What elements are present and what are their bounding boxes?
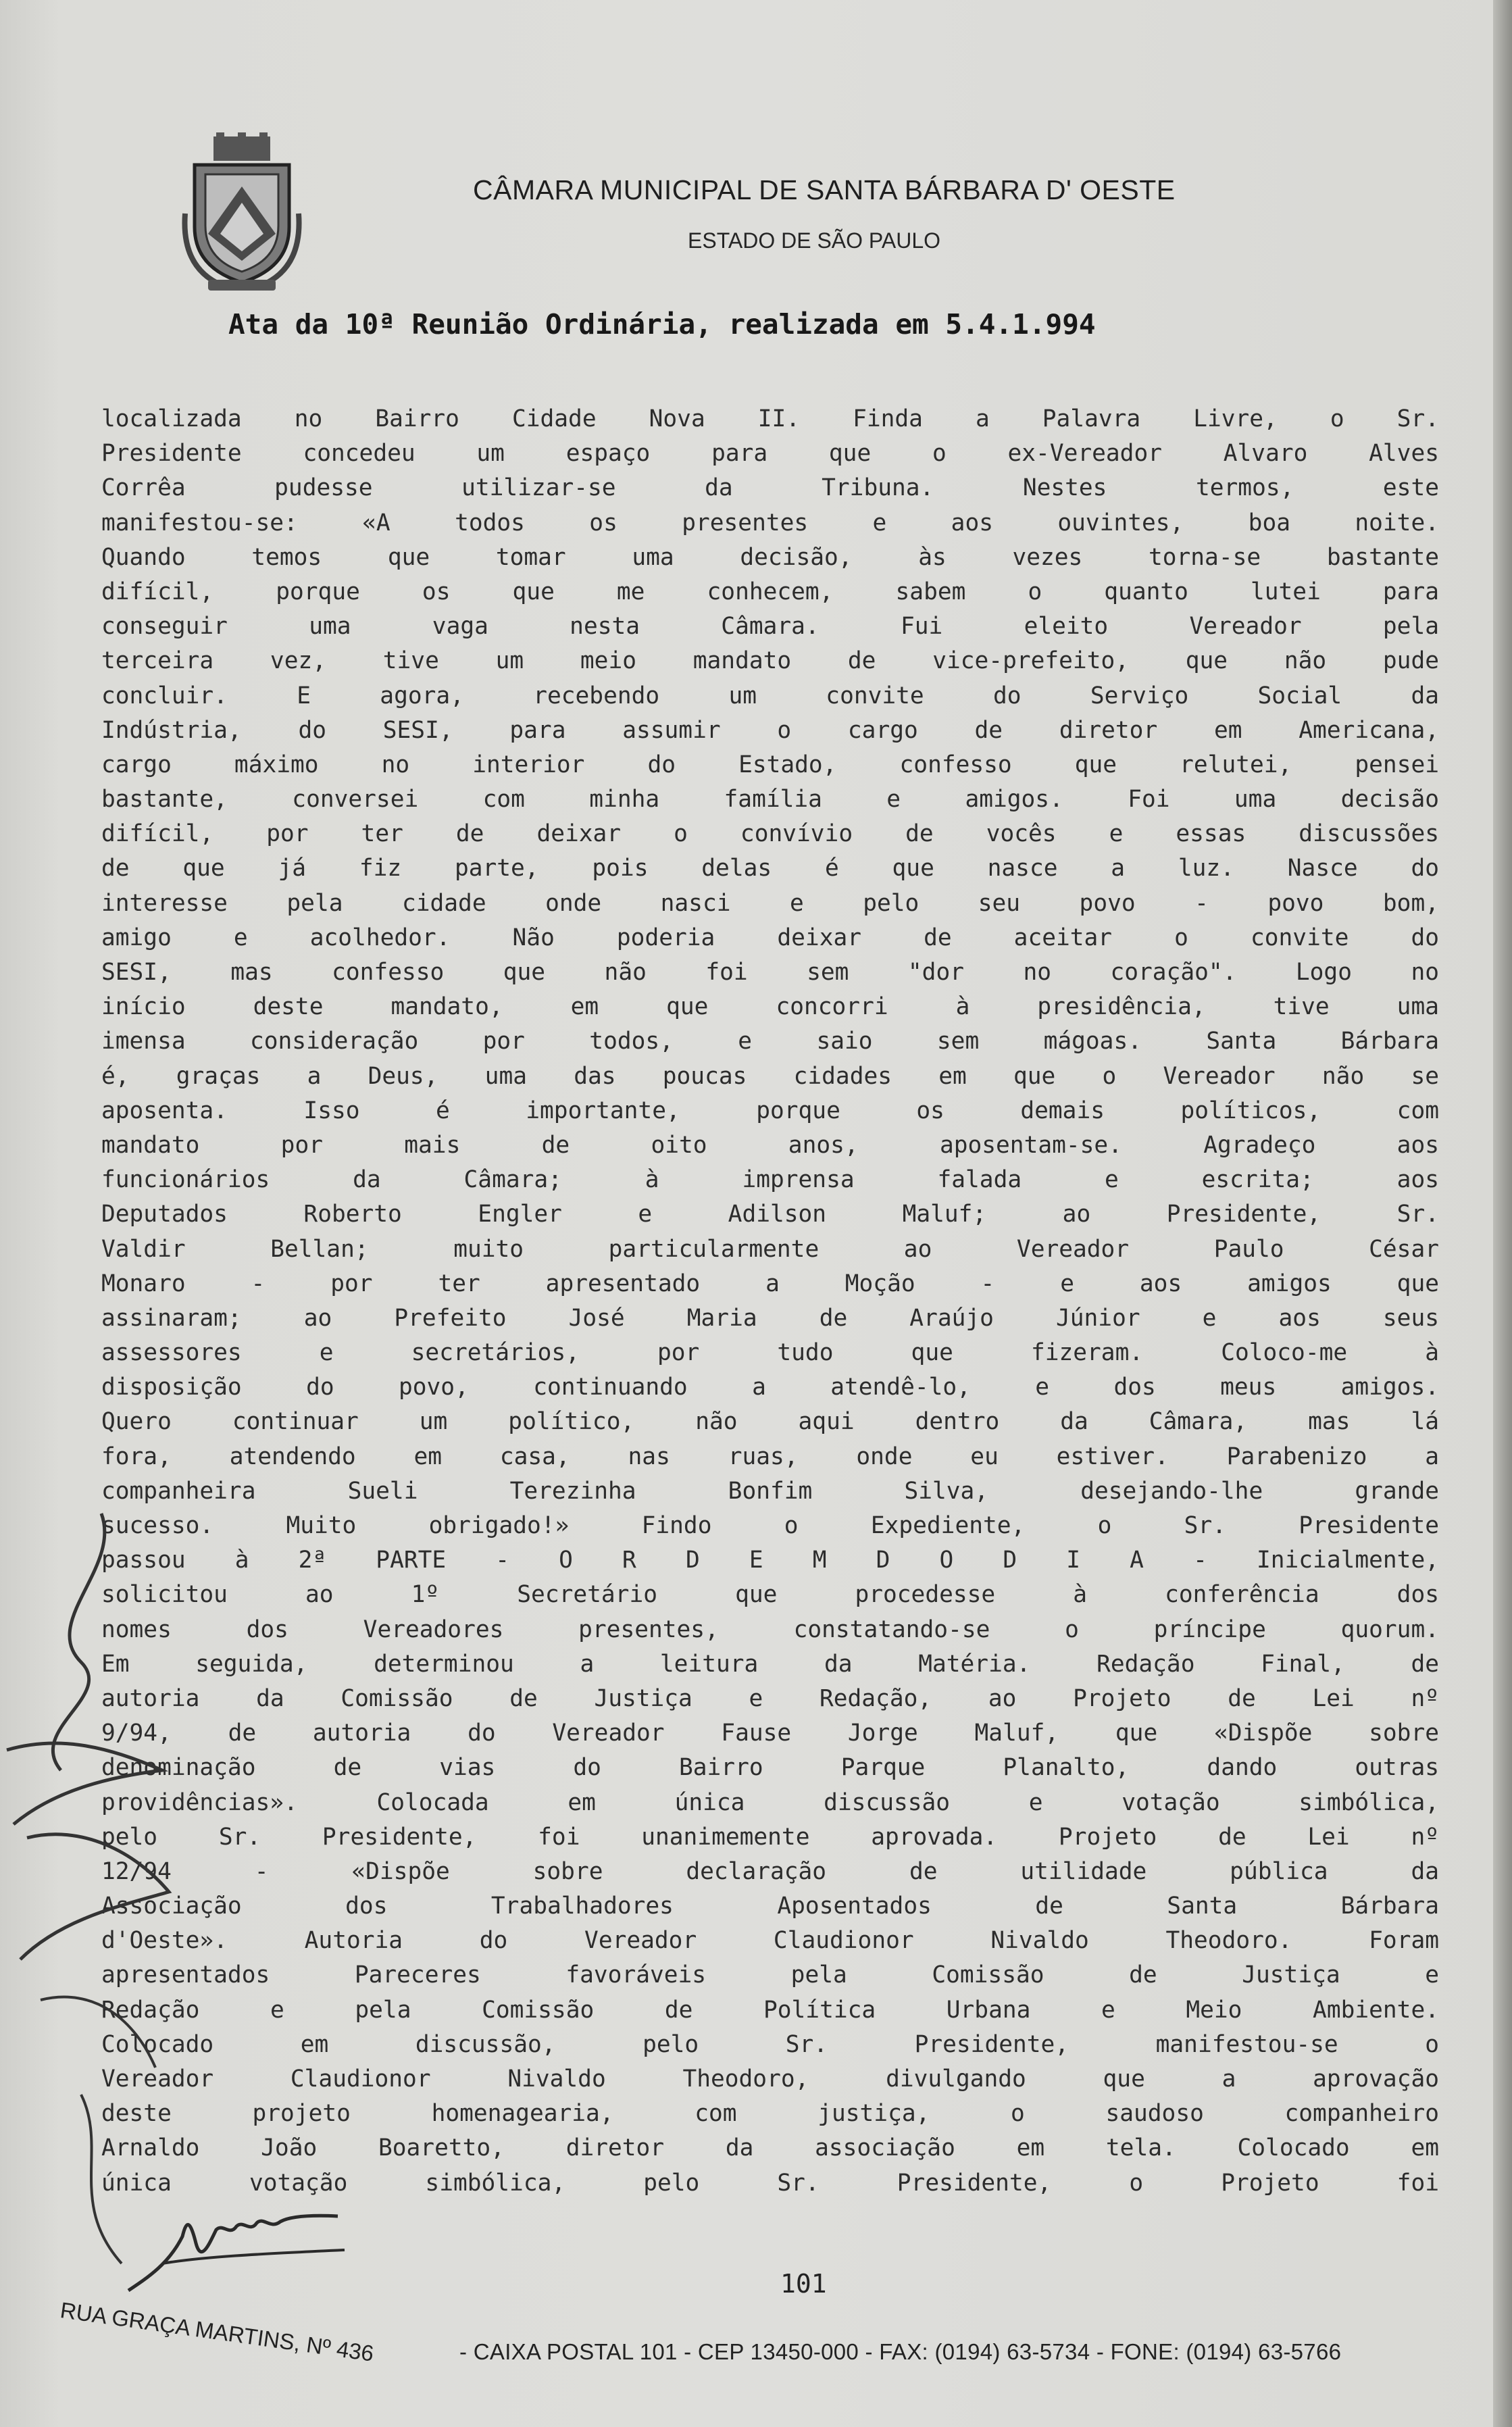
text-line: disposição do povo, continuando a atendê-lo, e dos meus amigos.	[101, 1374, 1439, 1401]
text-line: Em seguida, determinou a leitura da Matéria. Redação Final, de	[101, 1650, 1439, 1678]
footer-address: RUA GRAÇA MARTINS, Nº 436	[58, 2297, 376, 2366]
text-line: Valdir Bellan; muito particularmente ao Vereador Paulo César	[101, 1235, 1439, 1263]
text-line: assinaram; ao Prefeito José Maria de Araújo Júnior e aos seus	[101, 1304, 1439, 1332]
text-line: terceira vez, tive um meio mandato de vice-prefeito, que não pude	[101, 647, 1439, 675]
text-line: concluir. E agora, recebendo um convite do Serviço Social da	[101, 682, 1439, 709]
text-line: companheira Sueli Terezinha Bonfim Silva, desejando-lhe grande	[101, 1477, 1439, 1505]
text-line: bastante, conversei com minha família e amigos. Foi uma decisão	[101, 786, 1439, 814]
text-line: d'Oeste». Autoria do Vereador Claudionor Nivaldo Theodoro. Foram	[101, 1927, 1439, 1955]
text-line: fora, atendendo em casa, nas ruas, onde eu estiver. Parabenizo a	[101, 1443, 1439, 1470]
text-line: Deputados Roberto Engler e Adilson Maluf; ao Presidente, Sr.	[101, 1201, 1439, 1228]
text-line: assessores e secretários, por tudo que fizeram. Coloco-me à	[101, 1339, 1439, 1367]
text-line: Corrêa pudesse utilizar-se da Tribuna. Nestes termos, este	[101, 474, 1439, 502]
municipal-coat-of-arms-icon	[181, 132, 303, 295]
text-line: Monaro - por ter apresentado a Moção - e aos amigos que	[101, 1270, 1439, 1297]
text-line: Vereador Claudionor Nivaldo Theodoro, divulgando que a aprovação	[101, 2066, 1439, 2093]
text-line: autoria da Comissão de Justiça e Redação, ao Projeto de Lei nº	[101, 1684, 1439, 1712]
text-line: Presidente concedeu um espaço para que o ex-Vereador Alvaro Alves	[101, 440, 1439, 468]
minutes-heading: Ata da 10ª Reunião Ordinária, realizada em 5.4.1.994	[228, 308, 1096, 341]
text-line: conseguir uma vaga nesta Câmara. Fui eleito Vereador pela	[101, 613, 1439, 641]
text-line: é, graças a Deus, uma das poucas cidades em que o Vereador não se	[101, 1062, 1439, 1090]
text-line: início deste mandato, em que concorri à presidência, tive uma	[101, 993, 1439, 1021]
text-line: denominação de vias do Bairro Parque Planalto, dando outras	[101, 1754, 1439, 1782]
footer-contacts: - CAIXA POSTAL 101 - CEP 13450-000 - FAX: (0194) 63-5734 - FONE: (0194) 63-5766	[459, 2339, 1342, 2364]
text-line: Indústria, do SESI, para assumir o cargo de diretor em Americana,	[101, 716, 1439, 744]
text-line: de que já fiz parte, pois delas é que nasce a luz. Nasce do	[101, 855, 1439, 882]
text-line: mandato por mais de oito anos, aposentam-se. Agradeço aos	[101, 1131, 1439, 1159]
text-line: Quero continuar um político, não aqui dentro da Câmara, mas lá	[101, 1408, 1439, 1436]
text-line: nomes dos Vereadores presentes, constatando-se o príncipe quorum.	[101, 1616, 1439, 1643]
text-line: localizada no Bairro Cidade Nova II. Finda a Palavra Livre, o Sr.	[101, 405, 1439, 432]
text-line: cargo máximo no interior do Estado, confesso que relutei, pensei	[101, 751, 1439, 778]
text-line: Arnaldo João Boaretto, diretor da associação em tela. Colocado em	[101, 2134, 1439, 2162]
margin-signature-icon	[0, 1486, 203, 2284]
text-line: solicitou ao 1º Secretário que procedesse à conferência dos	[101, 1581, 1439, 1609]
text-line: SESI, mas confesso que não foi sem "dor no coração". Logo no	[101, 959, 1439, 986]
text-line: 9/94, de autoria do Vereador Fause Jorge Maluf, que «Dispõe sobre	[101, 1720, 1439, 1747]
text-line: difícil, porque os que me conhecem, sabem o quanto lutei para	[101, 578, 1439, 605]
text-line: deste projeto homenagearia, com justiça, o saudoso companheiro	[101, 2100, 1439, 2128]
text-line: única votação simbólica, pelo Sr. Presidente, o Projeto foi	[101, 2169, 1439, 2197]
text-line: Colocado em discussão, pelo Sr. Presidente, manifestou-se o	[101, 2030, 1439, 2058]
text-line: Redação e pela Comissão de Política Urbana e Meio Ambiente.	[101, 1996, 1439, 2024]
text-line: pelo Sr. Presidente, foi unanimemente aprovada. Projeto de Lei nº	[101, 1823, 1439, 1851]
text-line: amigo e acolhedor. Não poderia deixar de aceitar o convite do	[101, 924, 1439, 951]
page-number: 101	[780, 2269, 827, 2299]
text-line: 12/94 - «Dispõe sobre declaração de utilidade pública da	[101, 1857, 1439, 1885]
text-line: difícil, por ter de deixar o convívio de vocês e essas discussões	[101, 820, 1439, 848]
minutes-body	[101, 402, 1439, 2201]
presiding-signature-icon	[122, 2196, 473, 2304]
text-line: sucesso. Muito obrigado!» Findo o Expediente, o Sr. Presidente	[101, 1512, 1439, 1539]
text-line: imensa consideração por todos, e saio sem mágoas. Santa Bárbara	[101, 1028, 1439, 1055]
binding-edge	[1493, 0, 1512, 2427]
page-footer	[58, 2297, 1501, 2392]
text-line: apresentados Pareceres favoráveis pela Comissão de Justiça e	[101, 1961, 1439, 1989]
text-line: manifestou-se: «A todos os presentes e aos ouvintes, boa noite.	[101, 509, 1439, 536]
institution-subtitle: ESTADO DE SÃO PAULO	[688, 228, 941, 253]
text-line: interesse pela cidade onde nasci e pelo seu povo - povo bom,	[101, 889, 1439, 917]
text-line: Quando temos que tomar uma decisão, às vezes torna-se bastante	[101, 543, 1439, 571]
text-line: providências». Colocada em única discussão e votação simbólica,	[101, 1788, 1439, 1816]
text-line: aposenta. Isso é importante, porque os demais políticos, com	[101, 1097, 1439, 1124]
text-line: funcionários da Câmara; à imprensa falada e escrita; aos	[101, 1166, 1439, 1194]
text-line: Associação dos Trabalhadores Aposentados de Santa Bárbara	[101, 1893, 1439, 1920]
text-line: passou à 2ª PARTE - O R D E M D O D I A - Inicialmente,	[101, 1547, 1439, 1574]
institution-title: CÂMARA MUNICIPAL DE SANTA BÁRBARA D' OESTE	[473, 174, 1176, 205]
